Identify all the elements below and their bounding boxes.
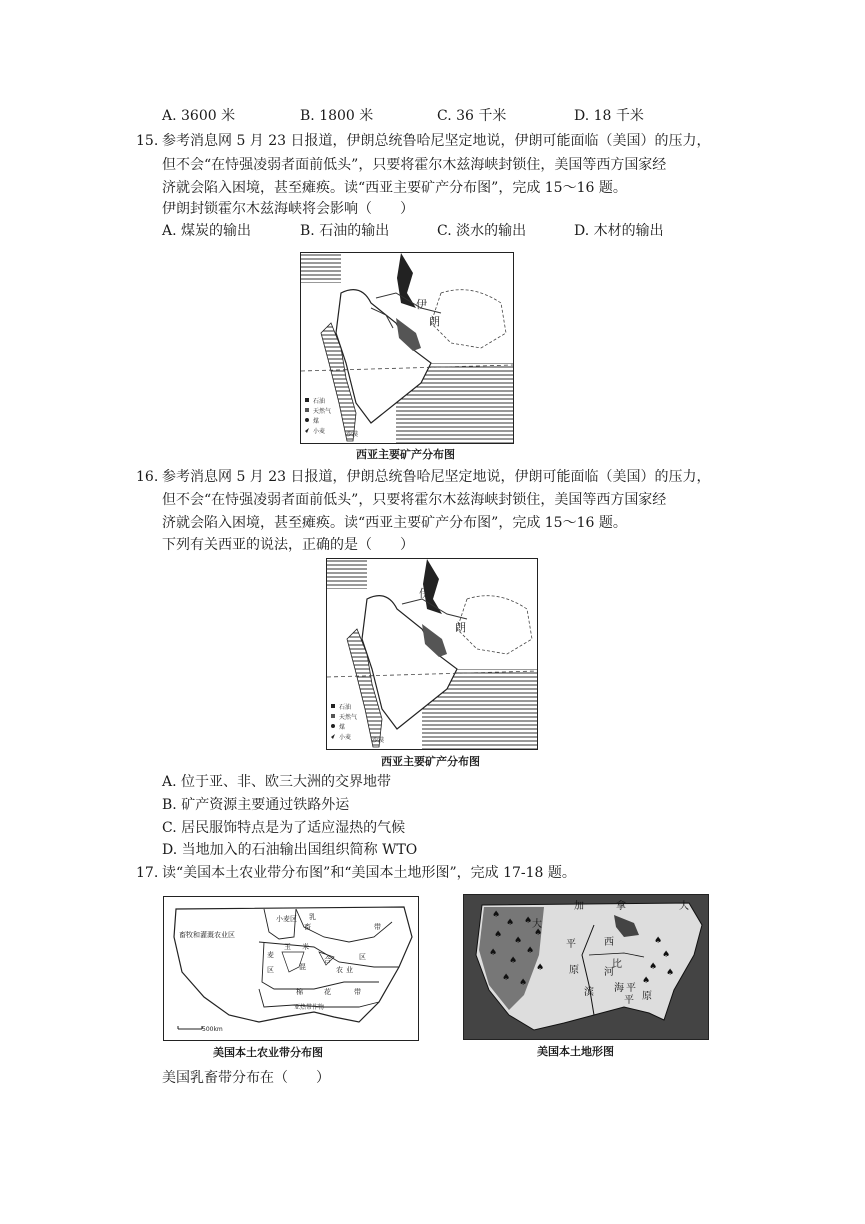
- svg-text:♠: ♠: [526, 946, 535, 956]
- ag-yu: 玉: [284, 943, 291, 951]
- map1-caption: 西亚主要矿产分布图: [356, 448, 455, 461]
- us-terrain-caption: 美国本土地形图: [537, 1045, 614, 1058]
- terrain-ping2: 平: [626, 983, 636, 994]
- ag-scale: 500km: [202, 1026, 223, 1033]
- terrain-bi: 比: [612, 959, 622, 970]
- q15-question: 伊朗封锁霍尔木兹海峡将会影响（ ）: [162, 201, 414, 217]
- svg-text:♠: ♠: [654, 936, 663, 946]
- us-terrain-map-drawing: [464, 895, 708, 1039]
- ag-hua: 花: [324, 988, 331, 996]
- q16-option-d: D. 当地加入的石油输出国组织简称 WTO: [162, 842, 418, 858]
- ag-ru: 乳: [309, 913, 316, 921]
- map2-legend-4: 小麦: [339, 734, 352, 741]
- svg-text:♠: ♠: [514, 936, 523, 946]
- q16-stem-line-3: 济就会陷入困境，甚至瘫痪。读“西亚主要矿产分布图”，完成 15～16 题。: [162, 515, 627, 531]
- svg-text:♠: ♠: [506, 918, 515, 928]
- q14-option-b: B. 1800 米: [300, 108, 374, 124]
- svg-text:♠: ♠: [649, 962, 658, 972]
- q17-number: 17.: [136, 865, 159, 881]
- ag-xu: 畜: [304, 923, 311, 931]
- q15-number: 15.: [136, 133, 159, 149]
- svg-text:♠: ♠: [519, 978, 528, 988]
- map1-legend-2: 天然气: [313, 408, 332, 415]
- ag-zhou: 混: [299, 963, 306, 971]
- q16-stem-line-1: 参考消息网 5 月 23 日报道，伊朗总统鲁哈尼坚定地说，伊朗可能面临（美国）的压力，: [162, 469, 711, 485]
- terrain-na: 拿: [616, 901, 626, 912]
- map1-legend-5: 沙漠: [346, 431, 359, 438]
- map1-legend-4: 小麦: [313, 428, 326, 435]
- terrain-pin: 平: [624, 995, 634, 1006]
- map2-label-yi: 伊: [419, 587, 430, 600]
- svg-text:♠: ♠: [524, 916, 533, 926]
- q17-stem: 读“美国本土农业带分布图”和“美国本土地形图”，完成 17-18 题。: [162, 865, 576, 881]
- q15-stem-line-2: 但不会“在恃强凌弱者面前低头”，只要将霍尔木兹海峡封锁住，美国等西方国家经: [162, 157, 667, 173]
- us-agriculture-caption: 美国本土农业带分布图: [213, 1046, 323, 1059]
- ag-mai: 麦: [267, 951, 274, 959]
- ag-mi: 米: [302, 943, 309, 951]
- q15-stem-line-1: 参考消息网 5 月 23 日报道，伊朗总统鲁哈尼坚定地说，伊朗可能面临（美国）的压力，: [162, 133, 711, 149]
- q16-option-b: B. 矿产资源主要通过铁路外运: [162, 797, 350, 813]
- terrain-hai: 海: [614, 983, 624, 994]
- terrain-jia: 加: [574, 901, 584, 912]
- q15-option-d: D. 木材的输出: [574, 223, 664, 239]
- q14-option-a: A. 3600 米: [162, 108, 236, 124]
- svg-text:♠: ♠: [666, 968, 675, 978]
- map1-label-lang: 朗: [429, 315, 440, 328]
- terrain-xi: 西: [604, 937, 614, 948]
- map1-label-yi: 伊: [416, 298, 427, 311]
- svg-text:♠: ♠: [662, 950, 671, 960]
- ag-yarediqu: 亚热带作物: [294, 1004, 325, 1011]
- svg-text:♠: ♠: [534, 928, 543, 938]
- west-asia-map-2-drawing: [327, 559, 537, 749]
- q16-option-a: A. 位于亚、非、欧三大洲的交界地带: [162, 774, 392, 790]
- q15-option-c: C. 淡水的输出: [437, 223, 527, 239]
- map2-legend-3: 煤: [339, 724, 346, 731]
- map2-legend-5: 沙漠: [372, 737, 385, 744]
- terrain-yuan: 原: [569, 965, 579, 976]
- ag-ye: 业: [346, 966, 353, 974]
- map1-legend-1: 石油: [313, 398, 326, 405]
- svg-text:♠: ♠: [642, 976, 651, 986]
- terrain-da2: 大: [532, 919, 542, 930]
- terrain-he: 河: [604, 967, 614, 978]
- terrain-yuan2: 原: [642, 991, 652, 1002]
- q15-option-a: A. 煤炭的输出: [162, 223, 252, 239]
- q15-option-b: B. 石油的输出: [300, 223, 390, 239]
- q17-sub-question: 美国乳畜带分布在（ ）: [162, 1070, 330, 1086]
- q14-option-c: C. 36 千米: [437, 108, 507, 124]
- terrain-ping: 平: [566, 939, 576, 950]
- q15-stem-line-3: 济就会陷入困境，甚至瘫痪。读“西亚主要矿产分布图”，完成 15～16 题。: [162, 180, 627, 196]
- us-agriculture-map: [163, 896, 419, 1041]
- ag-xiaomai: 小麦区: [276, 915, 297, 923]
- ag-mian: 棉: [296, 988, 303, 996]
- west-asia-map-1-drawing: [301, 253, 513, 443]
- ag-qu: 区: [267, 966, 274, 974]
- us-agriculture-map-drawing: [164, 897, 418, 1040]
- svg-text:♠: ♠: [509, 956, 518, 966]
- ag-dai: 带: [374, 923, 381, 931]
- ag-nong: 农: [336, 966, 343, 974]
- q16-number: 16.: [136, 469, 159, 485]
- q16-question: 下列有关西亚的说法，正确的是（ ）: [162, 537, 414, 553]
- q16-option-c: C. 居民服饰特点是为了适应湿热的气候: [162, 820, 406, 836]
- west-asia-map-2: [326, 558, 538, 750]
- ag-xumu: 畜牧和灌溉农业区: [179, 931, 235, 939]
- map2-label-lang: 朗: [455, 621, 466, 634]
- svg-text:♠: ♠: [502, 973, 511, 983]
- q16-stem-line-2: 但不会“在恃强凌弱者面前低头”，只要将霍尔木兹海峡封锁住，美国等西方国家经: [162, 492, 667, 508]
- ag-dai2: 带: [354, 988, 361, 996]
- map2-legend-1: 石油: [339, 704, 352, 711]
- map1-legend-3: 煤: [313, 418, 320, 425]
- us-terrain-map: [463, 894, 709, 1040]
- svg-text:♠: ♠: [489, 948, 498, 958]
- ag-he: 合: [324, 956, 331, 964]
- map2-caption: 西亚主要矿产分布图: [381, 755, 480, 768]
- svg-text:♠: ♠: [492, 910, 501, 920]
- map2-legend-2: 天然气: [339, 714, 358, 721]
- svg-text:♠: ♠: [494, 930, 503, 940]
- ag-qu2: 区: [359, 953, 366, 961]
- q14-option-d: D. 18 千米: [574, 108, 644, 124]
- terrain-da: 大: [679, 901, 689, 912]
- west-asia-map-1: [300, 252, 514, 444]
- svg-text:♠: ♠: [536, 963, 545, 973]
- terrain-bin: 滨: [584, 987, 594, 998]
